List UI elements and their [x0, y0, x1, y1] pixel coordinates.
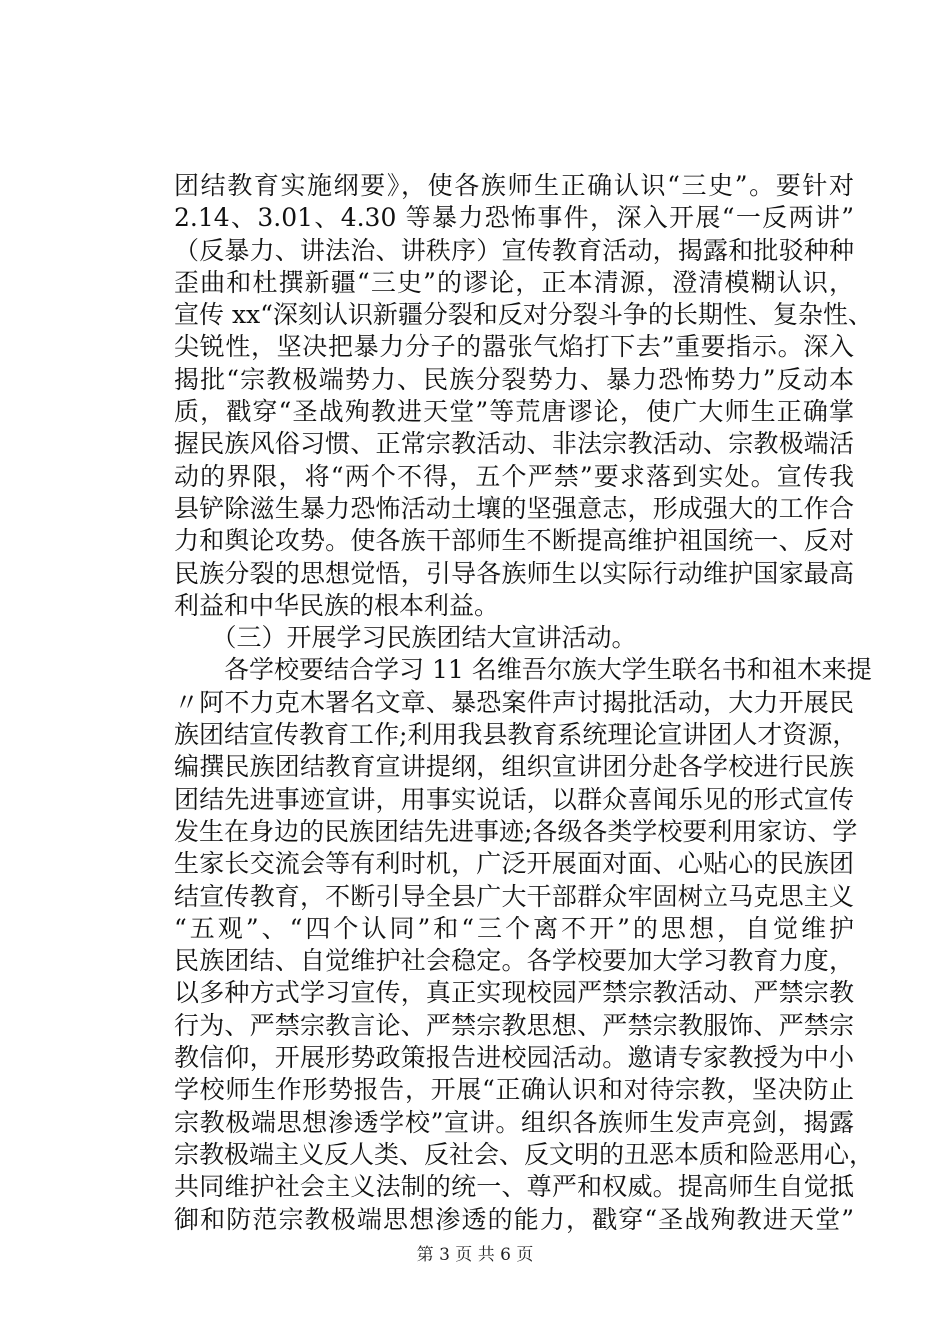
text-line: 宗教极端主义反人类、反社会、反文明的丑恶本质和险恶用心， [174, 1139, 875, 1169]
text-line: 2.14、3.01、4.30 等暴力恐怖事件，深入开展“一反两讲” [174, 203, 854, 233]
text-line: 结宣传教育，不断引导全县广大干部群众牢固树立马克思主义 [174, 881, 854, 911]
text-line: 以多种方式学习宣传，真正实现校园严禁宗教活动、严禁宗教 [174, 978, 854, 1008]
text-line: 族团结宣传教育工作;利用我县教育系统理论宣讲团人才资源， [174, 720, 858, 750]
text-line: 御和防范宗教极端思想渗透的能力，戳穿“圣战殉教进天堂” [174, 1204, 854, 1234]
text-line: 编撰民族团结教育宣讲提纲，组织宣讲团分赴各学校进行民族 [174, 752, 854, 782]
text-line: 民族分裂的思想觉悟，引导各族师生以实际行动维护国家最高 [174, 558, 854, 588]
text-line: 歪曲和杜撰新疆“三史”的谬论，正本清源，澄清模糊认识， [174, 267, 854, 297]
text-line: “五观”、“四个认同”和“三个离不开”的思想，自觉维护 [174, 913, 854, 943]
text-line: 利益和中华民族的根本利益。 [174, 590, 500, 620]
section-heading: （三）开展学习民族团结大宣讲活动。 [174, 623, 637, 653]
text-line: 行为、严禁宗教言论、严禁宗教思想、严禁宗教服饰、严禁宗 [174, 1010, 854, 1040]
page-number-footer: 第 3 页 共 6 页 [416, 1245, 534, 1265]
document-body [174, 170, 875, 1236]
text-line: 宣传 xx“深刻认识新疆分裂和反对分裂斗争的长期性、复杂性、 [174, 300, 873, 330]
text-line: 宗教极端思想渗透学校”宣讲。组织各族师生发声亮剑，揭露 [174, 1107, 854, 1137]
text-line: 握民族风俗习惯、正常宗教活动、非法宗教活动、宗教极端活 [174, 429, 854, 459]
text-line: 尖锐性，坚决把暴力分子的嚣张气焰打下去”重要指示。深入 [174, 332, 854, 362]
text-line: 发生在身边的民族团结先进事迹;各级各类学校要利用家访、学 [174, 816, 858, 846]
text-line: 民族团结、自觉维护社会稳定。各学校要加大学习教育力度， [174, 946, 854, 976]
text-line: 质，戳穿“圣战殉教进天堂”等荒唐谬论，使广大师生正确掌 [174, 397, 854, 427]
text-line: 县铲除滋生暴力恐怖活动土壤的坚强意志，形成强大的工作合 [174, 493, 854, 523]
text-line: 团结先进事迹宣讲，用事实说话，以群众喜闻乐见的形式宣传 [174, 784, 854, 814]
text-line: 生家长交流会等有利时机，广泛开展面对面、心贴心的民族团 [174, 849, 854, 879]
text-line: 〃阿不力克木署名文章、暴恐案件声讨揭批活动，大力开展民 [174, 687, 854, 717]
text-line: 学校师生作形势报告，开展“正确认识和对待宗教，坚决防止 [174, 1075, 854, 1105]
text-line: （反暴力、讲法治、讲秩序）宣传教育活动，揭露和批驳种种 [174, 235, 854, 265]
text-line: 共同维护社会主义法制的统一、尊严和权威。提高师生自觉抵 [174, 1172, 854, 1202]
text-line: 动的界限，将“两个不得，五个严禁”要求落到实处。宣传我 [174, 461, 854, 491]
text-line: 团结教育实施纲要》，使各族师生正确认识“三史”。要针对 [174, 171, 854, 200]
text-line: 力和舆论攻势。使各族干部师生不断提高维护祖国统一、反对 [174, 526, 854, 556]
text-line: 揭批“宗教极端势力、民族分裂势力、暴力恐怖势力”反动本 [174, 364, 854, 394]
text-line: 各学校要结合学习 11 名维吾尔族大学生联名书和祖木来提 [174, 655, 872, 685]
text-line: 教信仰，开展形势政策报告进校园活动。邀请专家教授为中小 [174, 1043, 854, 1073]
